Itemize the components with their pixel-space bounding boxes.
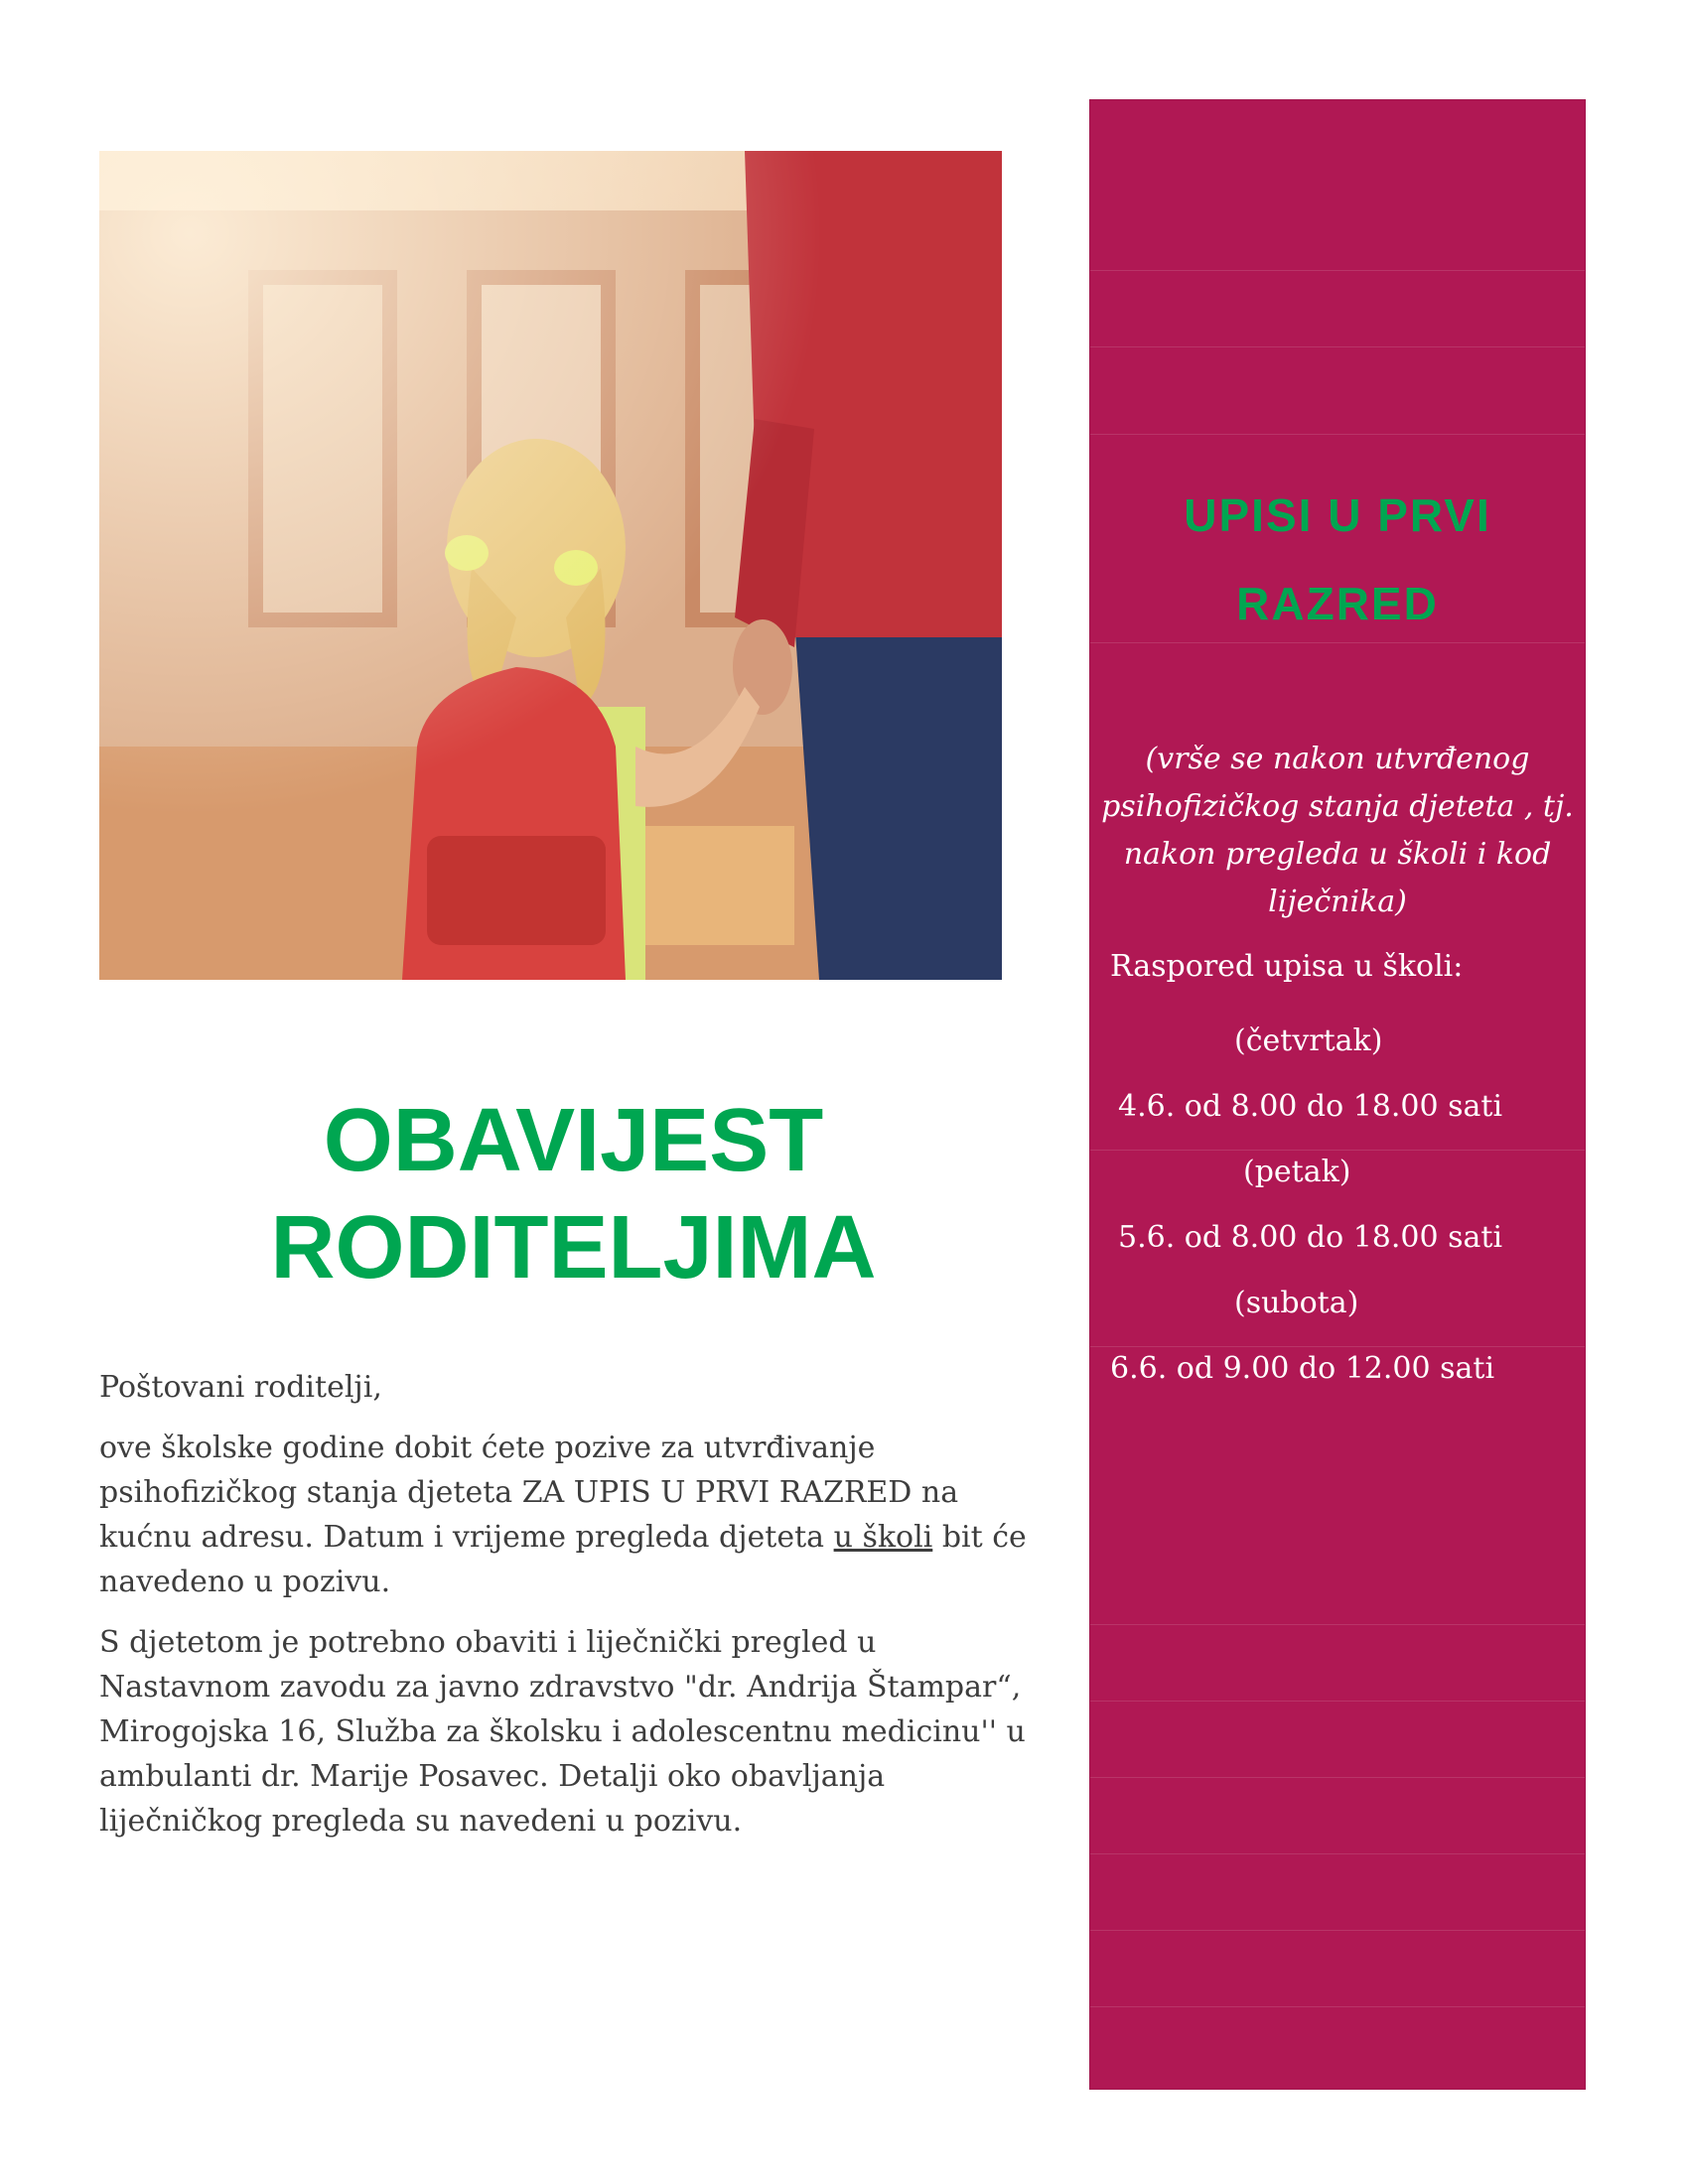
greeting: Poštovani roditelji, (99, 1370, 382, 1405)
child-with-backpack-photo-icon (99, 151, 1002, 980)
schedule-day-1: (četvrtak) (1234, 1024, 1383, 1058)
paragraph-medical-exam: S djetetom je potrebno obaviti i liječnički pregled u Nastavnom zavodu za javno zdravstvo "dr. Andrija Štampar“, Mirogojska 16, Služba za školsku i adolescentnu medicinu'' u ambulanti dr. Marije Posavec. Detalji oko obavljanja liječničkog pregleda su navedeni u pozivu. (99, 1625, 1026, 1839)
underlined-school-text: u školi (833, 1520, 933, 1555)
sidebar-note: (vrše se nakon utvrđenog psihofizičkog stanja djeteta , tj. nakon pregleda u školi i kod liječnika) (1101, 742, 1574, 919)
sidebar-title-line-2: RAZRED (1236, 578, 1439, 629)
sidebar-divider (1090, 1701, 1585, 1702)
sidebar-title-line-1: UPISI U PRVI (1184, 489, 1491, 541)
sidebar-divider (1090, 434, 1585, 435)
sidebar-divider (1090, 346, 1585, 347)
sidebar-divider (1090, 2006, 1585, 2007)
schedule-time-3: 6.6. od 9.00 do 12.00 sati (1110, 1351, 1495, 1386)
schedule-day-3: (subota) (1234, 1286, 1359, 1320)
paragraph-invitation-end: bit će navedeno u pozivu. (99, 1520, 1027, 1599)
title-line-1: OBAVIJEST (323, 1091, 824, 1190)
title-line-2: RODITELJIMA (270, 1198, 877, 1297)
sidebar-divider (1090, 270, 1585, 271)
sidebar-divider (1090, 1777, 1585, 1778)
sidebar-divider (1090, 1853, 1585, 1854)
paragraph-invitation-start: ove školske godine dobit ćete pozive za utvrđivanje psihofizičkog stanja djeteta ZA UPIS U PRVI RAZRED na kućnu adresu. Datum i vrijeme pregleda djeteta (99, 1431, 959, 1555)
sidebar-divider (1090, 1930, 1585, 1931)
enrollment-sidebar (1089, 99, 1586, 2090)
sidebar-divider (1090, 1624, 1585, 1625)
hero-photo (99, 151, 1002, 980)
schedule-day-2: (petak) (1243, 1155, 1351, 1189)
schedule-time-1: 4.6. od 8.00 do 18.00 sati (1118, 1089, 1503, 1124)
schedule-time-2: 5.6. od 8.00 do 18.00 sati (1118, 1220, 1503, 1255)
letter-body (99, 1365, 1053, 1859)
schedule-label: Raspored upisa u školi: (1110, 949, 1464, 984)
page-title (99, 1087, 1048, 1301)
paragraph-invitation (99, 1426, 1053, 1604)
